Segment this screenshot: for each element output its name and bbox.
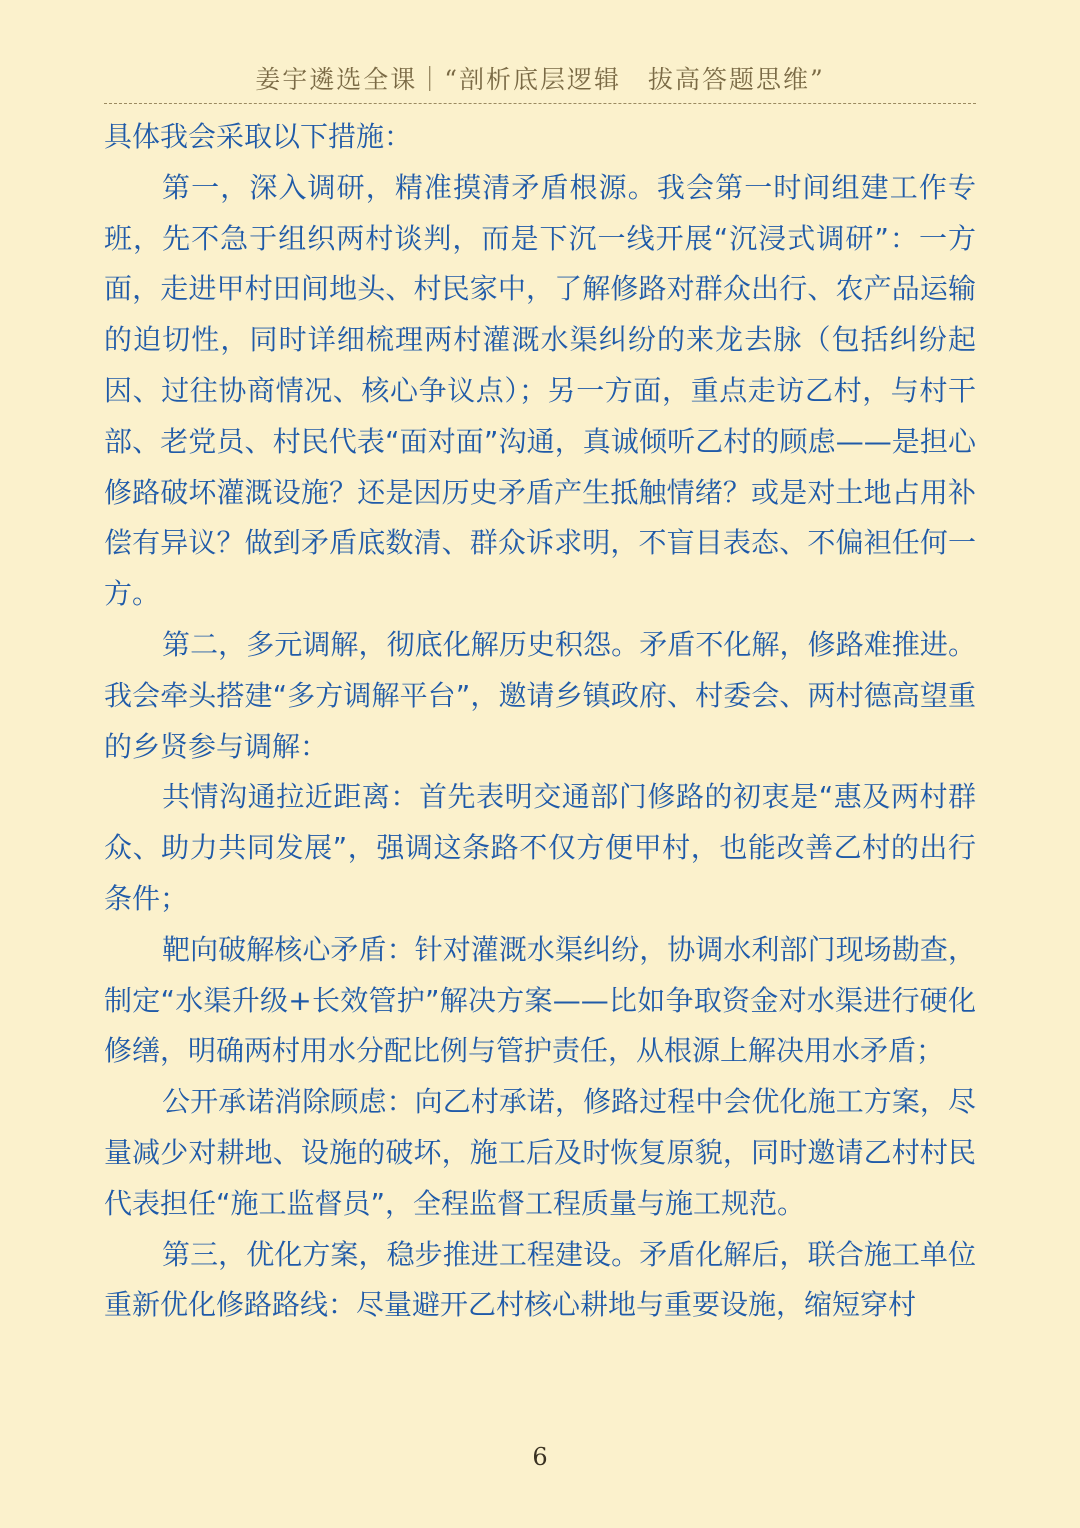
- document-body: [104, 112, 976, 1331]
- paragraph-measure-one: 第一，深入调研，精准摸清矛盾根源。我会第一时间组建工作专班，先不急于组织两村谈判，而是下沉一线开展“沉浸式调研”：一方面，走进甲村田间地头、村民家中，了解修路对群众出行、农产品运输的迫切性，同时详细梳理两村灌溉水渠纠纷的来龙去脉（包括纠纷起因、过往协商情况、核心争议点）；另一方面，重点走访乙村，与村干部、老党员、村民代表“面对面”沟通，真诚倾听乙村的顾虑——是担心修路破坏灌溉设施？还是因历史矛盾产生抵触情绪？或是对土地占用补偿有异议？做到矛盾底数清、群众诉求明，不盲目表态、不偏袒任何一方。: [104, 170, 976, 611]
- page-number: 6: [532, 1443, 548, 1471]
- paragraph-public-commitment: 公开承诺消除顾虑：向乙村承诺，修路过程中会优化施工方案，尽量减少对耕地、设施的破坏，施工后及时恢复原貌，同时邀请乙村村民代表担任“施工监督员”，全程监督工程质量与施工规范。: [104, 1085, 976, 1220]
- paragraph-targeted-resolution: 靶向破解核心矛盾：针对灌溉水渠纠纷，协调水利部门现场勘查，制定“水渠升级+长效管护”解决方案——比如争取资金对水渠进行硬化修缮，明确两村用水分配比例与管护责任，从根源上解决用水矛盾；: [104, 932, 976, 1068]
- header-divider: [104, 103, 976, 104]
- paragraph-measure-two: 第二，多元调解，彻底化解历史积怨。矛盾不化解，修路难推进。我会牵头搭建“多方调解平台”，邀请乡镇政府、村委会、两村德高望重的乡贤参与调解：: [104, 627, 976, 763]
- running-header: 姜宇遴选全课｜“剖析底层逻辑 拔高答题思维”: [255, 65, 825, 94]
- paragraph-intro: 具体我会采取以下措施：: [104, 120, 413, 153]
- paragraph-measure-three: 第三，优化方案，稳步推进工程建设。矛盾化解后，联合施工单位重新优化修路路线：尽量避开乙村核心耕地与重要设施，缩短穿村: [104, 1237, 976, 1322]
- paragraph-empathy-communication: 共情沟通拉近距离：首先表明交通部门修路的初衷是“惠及两村群众、助力共同发展”，强调这条路不仅方便甲村，也能改善乙村的出行条件；: [104, 780, 976, 915]
